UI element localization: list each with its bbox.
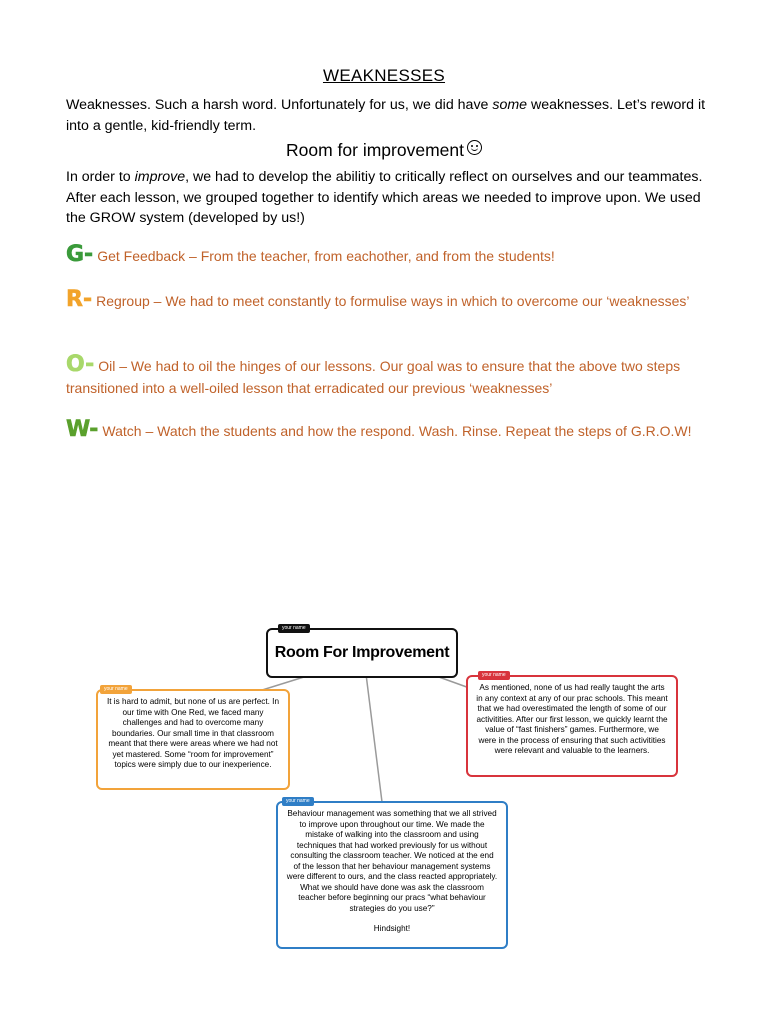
mindmap-central-node	[266, 628, 458, 678]
right-tag: your name	[478, 671, 510, 680]
page-title: WEAKNESSES	[322, 66, 446, 85]
mindmap-left-node	[96, 689, 290, 790]
step-text-w: Watch – Watch the students and how the respond. Wash. Rinse. Repeat the steps of G.R.O.W!	[102, 423, 692, 439]
step-text-g: Get Feedback – From the teacher, from eachother, and from the students!	[97, 248, 555, 264]
left-node-text: It is hard to admit, but none of us are perfect. In our time with One Red, we faced many challenges and had to overcome many boundaries. Our small time in that classroom meant that there were areas where we had not yet mastered. Some “room for improvement” topics were simply due to our inexperience.	[106, 697, 280, 769]
step-text-r: Regroup – We had to meet constantly to formulise ways in which to overcome our ‘weaknesses’	[96, 293, 690, 309]
step-letter-w: W-	[66, 417, 99, 442]
step-text-o: Oil – We had to oil the hinges of our lessons. Our goal was to ensure that the above two steps transitioned into a well-oiled lesson that erradicated our previous ‘weaknesses’	[66, 358, 681, 396]
connector-bottom	[366, 674, 382, 802]
intro-emphasis: some	[492, 97, 528, 113]
bottom-tag: your name	[282, 797, 314, 806]
central-tag: your name	[278, 624, 310, 633]
mindmap-right-node	[466, 675, 678, 777]
step-letter-r: R-	[66, 287, 93, 312]
bottom-node-closing: Hindsight!	[373, 924, 411, 933]
bottom-node-text: Behaviour management was something that we all strived to improve upon throughout our time. We made the mistake of walking into the classroom and using techniques that had worked previously for us without consulting the classroom teacher. We noticed at the end of the lesson that her behaviour management systems were different to ours, and the class reacted appropriately. What we should have done was ask the classroom teacher before beginning our pracs “what behaviour strategies do you use?”	[286, 809, 498, 913]
intro-text-1: Weaknesses. Such a harsh word. Unfortunately for us, we did have	[66, 97, 493, 113]
central-title: Room For Improvement	[274, 644, 450, 661]
right-node-text: As mentioned, none of us had really taught the arts in any context at any of our prac schools. This meant that we had overestimated the length of some of our activitities. After our first lesson, we quickly learnt the value of “fast finishers” games. Furthermore, we were in the process of ensuring that such activitities were relevant and valuable to the learners.	[476, 683, 668, 755]
subtitle-text: Room for improvement	[286, 140, 464, 160]
body-emphasis: improve	[134, 169, 186, 185]
step-letter-o: O-	[66, 352, 95, 377]
mindmap-bottom-node	[276, 801, 508, 949]
body-text-2: , we had to develop the abilitiy to critically reflect on ourselves and our teammates. After each lesson, we grouped together to identify which areas we needed to improve upon. We used the GROW system (developed by us!)	[66, 169, 703, 226]
body-text-1: In order to	[66, 169, 135, 185]
intro-text-2: weaknesses. Let’s reword it into a gentle, kid-friendly term.	[66, 97, 706, 134]
left-tag: your name	[100, 685, 132, 694]
step-letter-g: G-	[66, 242, 94, 267]
